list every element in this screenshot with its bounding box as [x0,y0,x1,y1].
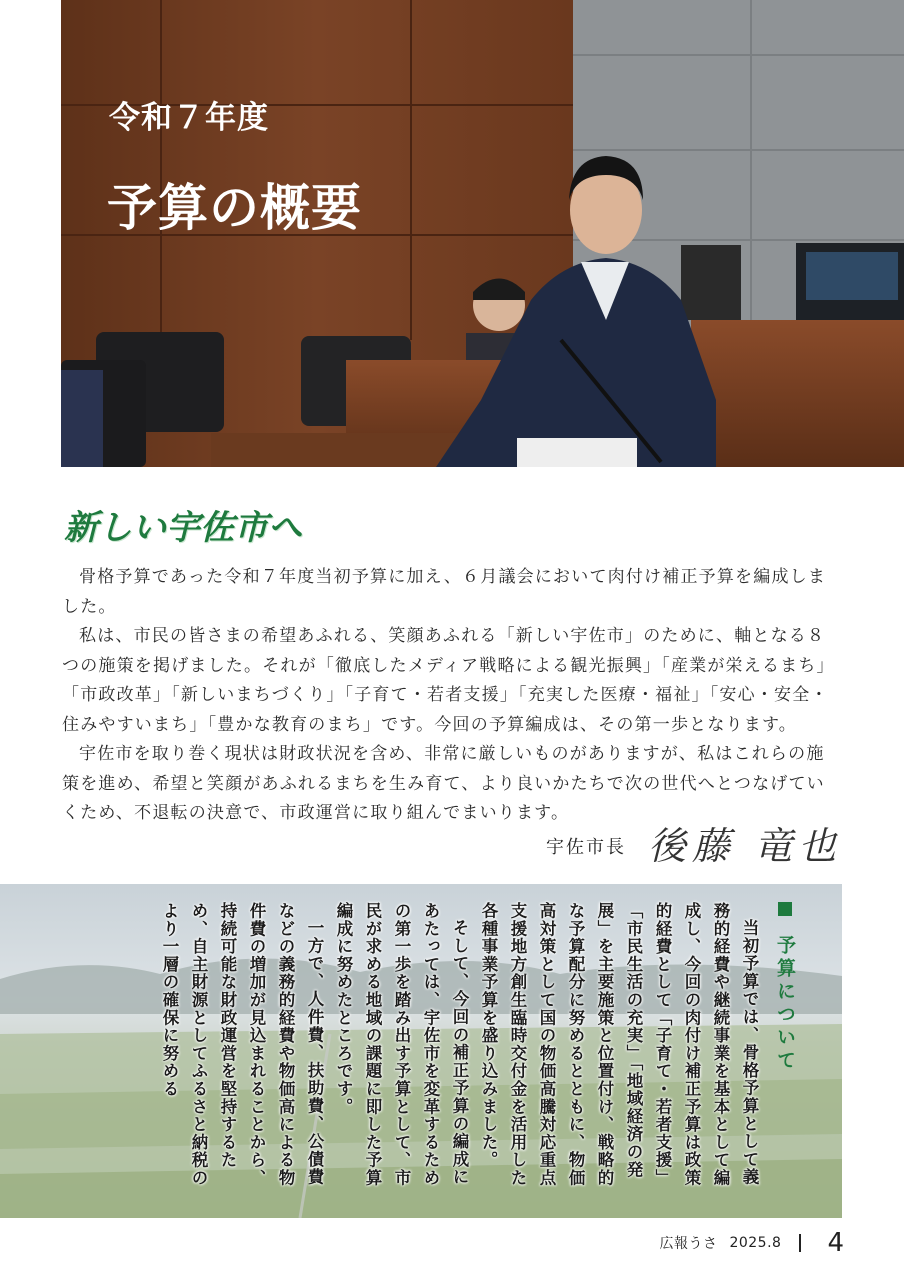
publication-name: 広報うさ [659,1236,718,1252]
message-paragraph: 私は、市民の皆さまの希望あふれる、笑顔あふれる「新しい宇佐市」のために、軸となる８つの施策を掲げました。それが「徹底したメディア戦略による観光振興」「産業が栄えるまち」「市政改革」「新しいまちづくり」「子育て・若者支援」「充実した医療・福祉」「安心・安全・住みやすいまち」「豊かな教育のまち」です。今回の予算編成は、その第一歩となります。 [62,626,835,735]
message-paragraph: 宇佐市を取り巻く現状は財政状況を含め、非常に厳しいものがありますが、私はこれらの施策を進め、希望と笑顔があふれるまちを生み育て、より良いかたちで次の世代へとつなげていくため、不退転の決意で、市政運営に取り組んでまいります。 [62,744,825,823]
hero-title: 予算の概要 [107,179,362,237]
budget-heading-text: 予算について [774,934,796,1073]
footer-divider [799,1234,801,1252]
message-paragraph: 骨格予算であった令和７年度当初予算に加え、６月議会において肉付け補正予算を編成しました。 [62,567,827,617]
page-footer [659,1228,844,1258]
budget-heading [770,902,800,1202]
page-number: 4 [827,1228,844,1258]
message-headline: 新しい宇佐市へ [64,508,302,548]
mayor-message [62,563,842,829]
hero-photo [61,0,904,467]
budget-text-vertical [55,902,800,1202]
budget-paragraph: そして、今回の補正予算の編成にあたっては、宇佐市を変革するための第一歩を踏み出す予算として、市民が求める地域の課題に即した予算編成に努めたところです。 [334,902,469,1187]
mayor-signature [520,815,850,868]
signature-name: 後藤 竜也 [648,824,843,868]
budget-section [0,884,842,1218]
budget-paragraph: 当初予算では、骨格予算として義務的経費や継続事業を基本として編成し、今回の肉付け補正予算は政策的経費として「子育て・若者支援」「市民生活の充実」「地域経済の発展」を主要施策と位置付け、戦略的な予算配分に努めるとともに、物価高対策として国の物価高騰対応重点支援地方創生臨時交付金を活用した各種事業予算を盛り込みました。 [479,902,759,1187]
budget-paragraph: 一方で、人件費、扶助費、公債費などの義務的経費や物価高による物件費の増加が見込まれることから、持続可能な財政運営を堅持するため、自主財源としてふるさと納税のより一層の確保に努める [160,902,324,1187]
square-bullet-icon [778,902,792,916]
issue-date: 2025.8 [729,1235,782,1251]
signature-title: 宇佐市長 [546,837,626,858]
hero-subtitle: 令和７年度 [109,100,269,136]
